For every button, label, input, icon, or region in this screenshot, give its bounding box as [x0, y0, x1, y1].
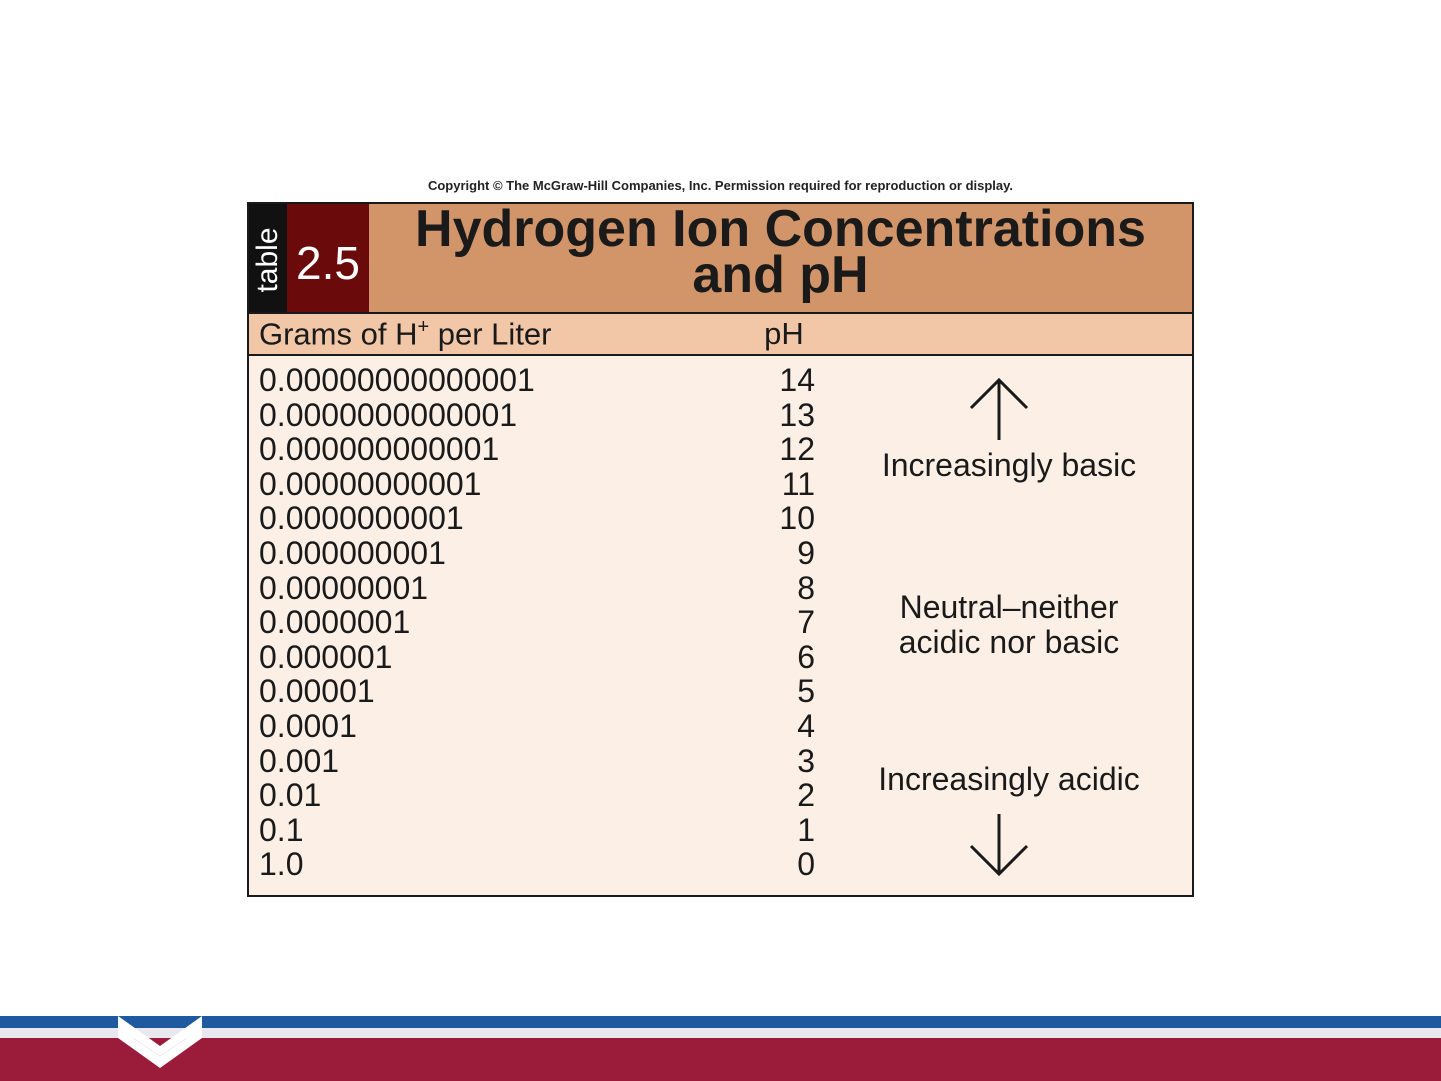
grams-value: 0.0000000000001: [259, 396, 518, 433]
ph-table: [247, 202, 1194, 897]
arrow-up-icon: [967, 376, 1031, 442]
table-row: [249, 846, 1192, 883]
grams-value: 0.00001: [259, 673, 375, 710]
note-increasingly-acidic: Increasingly acidic: [878, 761, 1140, 797]
table-number: 2.5: [296, 237, 360, 289]
ph-value: 14: [779, 362, 815, 398]
table-tab: [249, 204, 287, 312]
table-title-line-1: Hydrogen Ion Concentrations: [415, 200, 1146, 258]
ph-value: 3: [797, 742, 815, 779]
grams-value: 0.000000000001: [259, 431, 500, 468]
ph-value: 8: [797, 569, 815, 606]
grams-value: 1.0: [259, 846, 304, 883]
table-row: [249, 500, 1192, 537]
table-row: [249, 397, 1192, 431]
ph-value: 7: [797, 604, 815, 641]
note-neutral-line-2: acidic nor basic: [898, 624, 1120, 660]
ph-value: 4: [797, 708, 815, 744]
note-increasingly-basic: Increasingly basic: [881, 447, 1137, 483]
ph-value: 5: [797, 673, 815, 710]
grams-value: 0.000000001: [259, 535, 446, 571]
grams-value: 0.00000000001: [259, 465, 482, 502]
ph-value: 1: [797, 811, 815, 848]
arrow-down-icon: [967, 812, 1031, 878]
ph-value: 11: [781, 465, 815, 502]
table-row: [249, 812, 1192, 846]
ph-value: 13: [779, 396, 815, 433]
ph-value: 12: [779, 431, 815, 468]
note-neutral: [839, 590, 1179, 660]
note-neutral-line-1: Neutral–neither: [899, 589, 1119, 625]
ph-value: 6: [797, 638, 815, 675]
grams-value: 0.001: [259, 742, 340, 779]
grams-value: 0.1: [259, 811, 304, 848]
table-header: [249, 200, 1192, 314]
ph-value: 0: [797, 846, 815, 883]
column-header-ph: pH: [764, 316, 804, 351]
grams-value: 0.00000001: [259, 569, 429, 606]
grams-superscript: +: [417, 316, 430, 338]
table-row: [249, 673, 1192, 710]
column-header-grams: [259, 316, 552, 352]
grams-value: 0.0000001: [259, 604, 411, 641]
column-header-row: [249, 314, 1192, 356]
copyright-notice: Copyright © The McGraw-Hill Companies, Inc. Permission required for reproduction or display.: [427, 178, 1014, 193]
table-row: [249, 362, 1192, 396]
table-title: [369, 200, 1192, 304]
table-number-box: [287, 204, 369, 312]
ph-value: 2: [797, 777, 815, 814]
grams-value: 0.0001: [259, 708, 357, 744]
table-row: [249, 535, 1192, 569]
table-title-line-2: and pH: [692, 246, 869, 304]
grams-label-suffix: per Liter: [429, 316, 552, 352]
grams-value: 0.000001: [259, 638, 393, 675]
table-tab-label: table: [251, 227, 284, 293]
ph-value: 9: [797, 535, 815, 571]
ph-value: 10: [779, 500, 815, 537]
grams-value: 0.01: [259, 777, 322, 814]
table-row: [249, 708, 1192, 742]
grams-label: Grams of H: [259, 316, 418, 352]
footer-banner: [0, 1016, 1441, 1081]
grams-value: 0.00000000000001: [259, 362, 535, 398]
grams-value: 0.0000000001: [259, 500, 464, 537]
